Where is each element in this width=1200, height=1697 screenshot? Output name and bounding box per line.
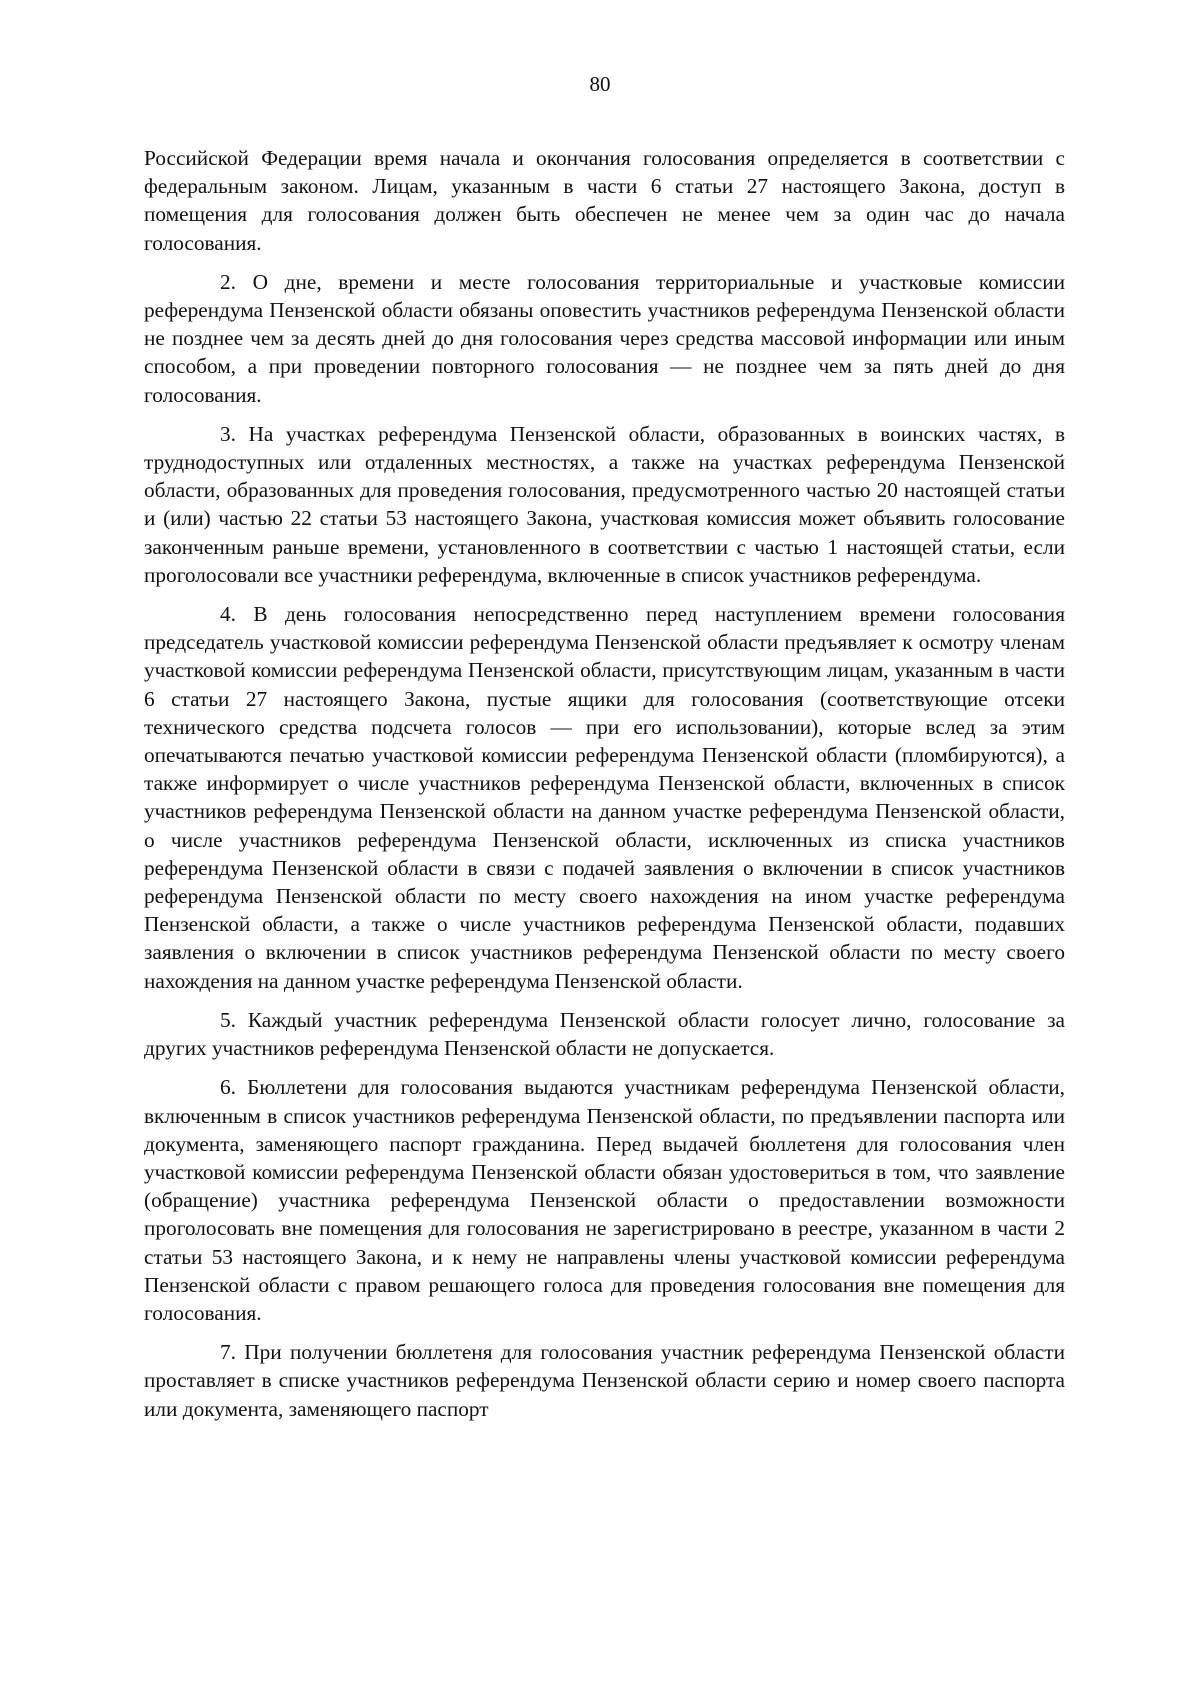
- paragraph-5: [144, 1006, 1065, 1062]
- paragraph-number: 4.: [220, 602, 236, 627]
- page-number: 80: [589, 72, 611, 96]
- paragraph-number: 7.: [220, 1340, 236, 1365]
- paragraph-text: На участках референдума Пензенской области, образованных в воинских частях, в труднодоступных или отдаленных местностях, а также на участках референдума Пензенской области, образованных для проведения голосования, предусмотренного частью 20 настоящей статьи и (или) частью 22 статьи 53 настоящего Закона, участковая комиссия может объявить голосование законченным раньше времени, установленного в соответствии с частью 1 настоящей статьи, если проголосовали все участники референдума, включенные в список участников референдума.: [144, 421, 1065, 587]
- paragraph-3: [144, 420, 1065, 589]
- document-body: [144, 144, 1065, 1434]
- paragraph-number: 3.: [220, 421, 236, 446]
- paragraph-number: 5.: [220, 1007, 236, 1032]
- paragraph-text: Российской Федерации время начала и окончания голосования определяется в соответствии с федеральным законом. Лицам, указанным в части 6 статьи 27 настоящего Закона, доступ в помещения для голосования должен быть обеспечен не менее чем за один час до начала голосования.: [144, 146, 1065, 255]
- paragraph-text: В день голосования непосредственно перед наступлением времени голосования председатель участковой комиссии референдума Пензенской области предъявляет к осмотру членам участковой комиссии референдума Пензенской области, присутствующим лицам, указанным в части 6 статьи 27 настоящего Закона, пустые ящики для голосования (соответствующие отсеки технического средства подсчета голосов — при его использовании), которые вслед за этим опечатываются печатью участковой комиссии референдума Пензенской области (пломбируются), а также информирует о числе участников референдума Пензенской области, включенных в список участников референдума Пензенской области на данном участке референдума Пензенской области, о числе участников референдума Пензенской области, исключенных из списка участников референдума Пензенской области в связи с подачей заявления о включении в список участников референдума Пензенской области по месту своего нахождения на ином участке референдума Пензенской области, а также о числе участников референдума Пензенской области, подавших заявления о включении в список участников референдума Пензенской области по месту своего нахождения на данном участке референдума Пензенской области.: [144, 602, 1065, 993]
- paragraph-6: [144, 1073, 1065, 1327]
- paragraph-text: При получении бюллетеня для голосования участник референдума Пензенской области проставляет в списке участников референдума Пензенской области серию и номер своего паспорта или документа, заменяющего паспорт: [144, 1340, 1065, 1421]
- paragraph-continuation: [144, 144, 1065, 257]
- paragraph-text: Каждый участник референдума Пензенской области голосует лично, голосование за других участников референдума Пензенской области не допускается.: [144, 1007, 1065, 1061]
- paragraph-text: Бюллетени для голосования выдаются участникам референдума Пензенской области, включенным в список участников референдума Пензенской области, по предъявлении паспорта или документа, заменяющего паспорт гражданина. Перед выдачей бюллетеня для голосования член участковой комиссии референдума Пензенской области обязан удостовериться в том, что заявление (обращение) участника референдума Пензенской области о предоставлении возможности проголосовать вне помещения для голосования не зарегистрировано в реестре, указанном в части 2 статьи 53 настоящего Закона, и к нему не направлены члены участковой комиссии референдума Пензенской области с правом решающего голоса для проведения голосования вне помещения для голосования.: [144, 1075, 1066, 1325]
- paragraph-7: [144, 1338, 1065, 1423]
- paragraph-2: [144, 268, 1065, 409]
- paragraph-number: 2.: [220, 269, 236, 294]
- paragraph-number: 6.: [220, 1075, 236, 1100]
- paragraph-4: [144, 600, 1065, 995]
- paragraph-text: О дне, времени и месте голосования территориальные и участковые комиссии референдума Пензенской области обязаны оповестить участников референдума Пензенской области не позднее чем за десять дней до дня голосования через средства массовой информации или иным способом, а при проведении повторного голосования — не позднее чем за пять дней до дня голосования.: [144, 269, 1066, 407]
